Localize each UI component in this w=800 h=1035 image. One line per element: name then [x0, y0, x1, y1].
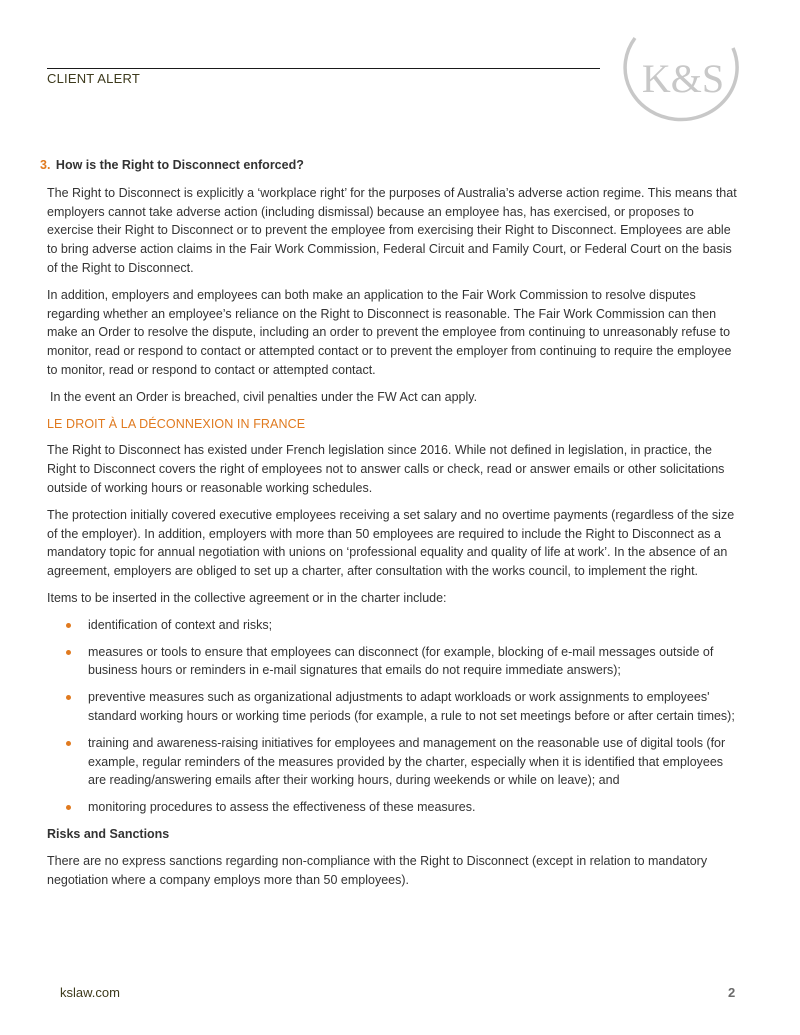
bullet-icon	[66, 695, 71, 700]
bullet-icon	[66, 623, 71, 628]
page-number: 2	[728, 985, 736, 1000]
document-type-label: CLIENT ALERT	[47, 71, 140, 86]
list-item-text: preventive measures such as organizational adjustments to adapt workloads or work assignments to employees' standard working hours or working time periods (for example, a rule to not set meetings before or after certain times);	[88, 690, 735, 723]
svg-text:K&S: K&S	[641, 56, 725, 101]
list-item	[47, 688, 742, 726]
risks-heading: Risks and Sanctions	[47, 826, 170, 841]
list-item-text: monitoring procedures to assess the effectiveness of these measures.	[88, 800, 476, 815]
paragraph: Items to be inserted in the collective agreement or in the charter include:	[47, 590, 447, 605]
france-heading: LE DROIT À LA DÉCONNEXION IN FRANCE	[47, 416, 306, 431]
bullet-icon	[66, 805, 71, 810]
list-item	[47, 643, 742, 681]
list-item	[47, 798, 742, 817]
list-item-text: training and awareness-raising initiatives for employees and management on the reasonable use of digital tools (for example, regular reminders of the measures provided by the charter, especially when it is identified that employees are reading/answering emails after their working hours, during weekends or while on leave); and	[88, 735, 726, 788]
list-item	[47, 616, 742, 635]
document-body	[40, 156, 742, 897]
items-list	[47, 616, 742, 817]
bullet-icon	[66, 741, 71, 746]
section-3-heading	[40, 156, 742, 175]
section-title: How is the Right to Disconnect enforced?	[55, 158, 304, 172]
section-number: 3.	[40, 158, 51, 172]
list-item-text: measures or tools to ensure that employees can disconnect (for example, blocking of e-mail messages outside of business hours or reminders in e-mail signatures that emails do not require immediate answers);	[88, 644, 714, 678]
paragraph: In addition, employers and employees can both make an application to the Fair Work Commission to resolve disputes regarding whether an employee’s reliance on the Right to Disconnect is reasonable. The Fair Work Commission can then make an Order to resolve the dispute, including an order to prevent the employee from continuing to unreasonably refuse to monitor, read or respond to contact or attempted contact or to prevent the employer from continuing to require the employee to monitor, read or respond to contact or attempted contact.	[47, 287, 732, 377]
list-item	[47, 734, 742, 790]
paragraph: The Right to Disconnect is explicitly a ‘workplace right’ for the purposes of Australia’s adverse action regime. This means that employers cannot take adverse action (including dismissal) because an employee has, has exercised, or proposes to exercise their Right to Disconnect or to prevent the employee from exercising their Right to Disconnect. Employees are able to bring adverse action claims in the Fair Work Commission, Federal Circuit and Family Court, or Federal Court on the basis of the Right to Disconnect.	[47, 185, 737, 275]
ks-logo	[621, 30, 743, 132]
paragraph: The Right to Disconnect has existed under French legislation since 2016. While not defined in legislation, in practice, the Right to Disconnect covers the right of employees not to answer calls or check, read or answer emails or other solicitations outside of working hours or reasonable working schedules.	[47, 443, 725, 495]
bullet-icon	[66, 650, 71, 655]
list-item-text: identification of context and risks;	[88, 617, 273, 632]
paragraph: The protection initially covered executive employees receiving a set salary and no overtime payments (regardless of the size of the employer). In addition, employers with more than 50 employees are required to include the Right to Disconnect as a mandatory topic for annual negotiation with unions on ‘professional equality and quality of life at work’. In the absence of an agreement, employers are obliged to set up a charter, after consultation with the works council, to implement the right.	[47, 507, 735, 579]
paragraph: There are no express sanctions regarding non-compliance with the Right to Disconnect (except in relation to mandatory negotiation where a company employs more than 50 employees).	[47, 853, 708, 887]
footer-website: kslaw.com	[60, 985, 120, 1000]
paragraph: In the event an Order is breached, civil penalties under the FW Act can apply.	[50, 389, 478, 404]
header-rule	[47, 68, 600, 69]
